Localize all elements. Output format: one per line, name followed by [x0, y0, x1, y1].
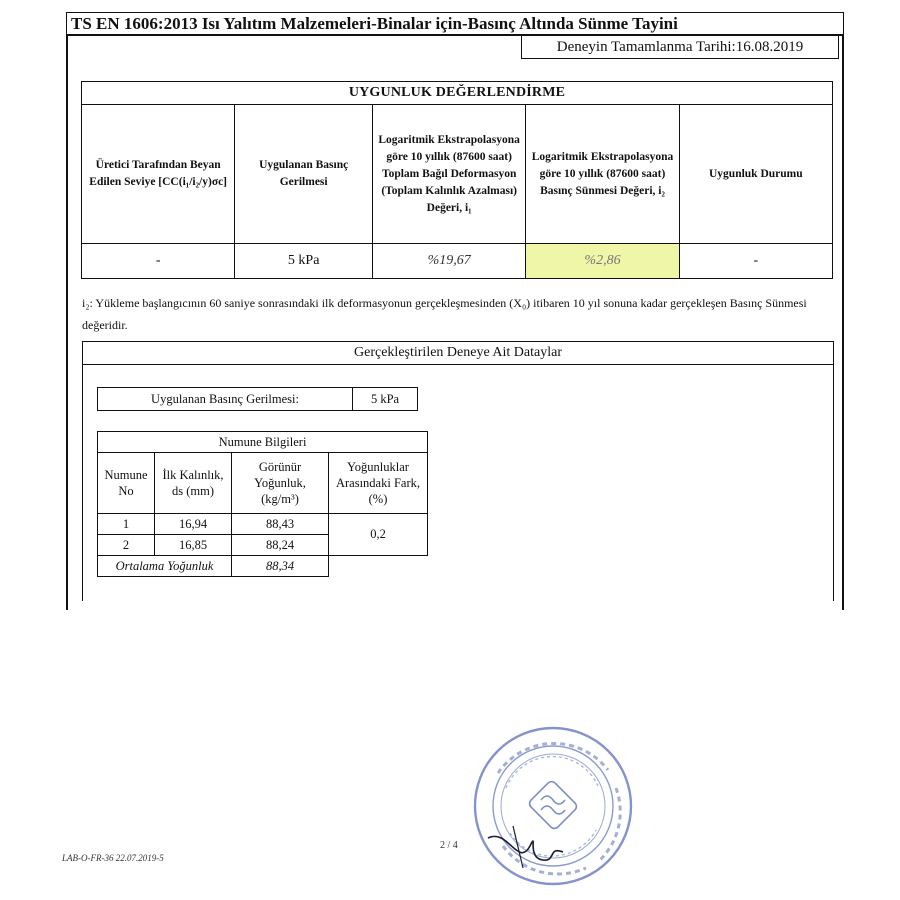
- sample-1-no: 1: [98, 514, 155, 535]
- sample-info-table: [97, 431, 428, 577]
- average-density-label: Ortalama Yoğunluk: [98, 556, 232, 577]
- completion-date: Deneyin Tamamlanma Tarihi:16.08.2019: [521, 36, 839, 59]
- val-total-deformation: %19,67: [373, 244, 526, 279]
- col-sample-no: Numune No: [98, 453, 155, 514]
- frame-left-rule: [66, 36, 68, 610]
- col-apparent-density: Görünür Yoğunluk, (kg/m³): [232, 453, 329, 514]
- average-density-value: 88,34: [232, 556, 329, 577]
- evaluation-table: [81, 81, 833, 279]
- test-data-heading: Gerçekleştirilen Deneye Ait Dataylar: [82, 341, 834, 365]
- col-density-difference: Yoğunluklar Arasındaki Fark, (%): [329, 453, 428, 514]
- evaluation-heading: UYGUNLUK DEĞERLENDİRME: [82, 82, 833, 105]
- document-title: TS EN 1606:2013 Isı Yalıtım Malzemeleri-Binalar için-Basınç Altında Sünme Tayini: [66, 12, 844, 34]
- sample-1-density: 88,43: [232, 514, 329, 535]
- sample-2-thickness: 16,85: [155, 535, 232, 556]
- footnote-i2: i₂: Yükleme başlangıcının 60 saniye sonrasındaki ilk deformasyonun gerçekleşmesinden (X₀) itibaren 10 yıl sonuna kadar gerçekleşen Basınç Sünmesi değeridir.: [82, 296, 807, 332]
- sample-2-no: 2: [98, 535, 155, 556]
- col-initial-thickness: İlk Kalınlık, ds (mm): [155, 453, 232, 514]
- val-declared-level: -: [82, 244, 235, 279]
- sample-heading: Numune Bilgileri: [98, 432, 428, 453]
- col-total-deformation: Logaritmik Ekstrapolasyona göre 10 yıllık (87600 saat) Toplam Bağıl Deformasyon (Toplam Kalınlık Azalması) Değeri, i₁: [373, 105, 526, 244]
- col-conformity: Uygunluk Durumu: [679, 105, 832, 244]
- form-code: LAB-O-FR-36 22.07.2019-5: [62, 853, 164, 863]
- sample-2-density: 88,24: [232, 535, 329, 556]
- stress-value: 5 kPa: [353, 388, 418, 411]
- density-difference-value: 0,2: [329, 514, 428, 556]
- applied-stress-table: [97, 387, 418, 411]
- frame-right-rule: [842, 36, 844, 610]
- val-applied-stress: 5 kPa: [235, 244, 373, 279]
- col-applied-stress: Uygulanan Basınç Gerilmesi: [235, 105, 373, 244]
- page-number: 2 / 4: [440, 840, 458, 851]
- val-conformity: -: [679, 244, 832, 279]
- official-seal-stamp: [468, 718, 638, 893]
- sample-1-thickness: 16,94: [155, 514, 232, 535]
- col-compressive-creep: Logaritmik Ekstrapolasyona göre 10 yıllık (87600 saat) Basınç Sünmesi Değeri, i₂: [526, 105, 679, 244]
- stress-label: Uygulanan Basınç Gerilmesi:: [98, 388, 353, 411]
- val-compressive-creep: %2,86: [526, 244, 679, 279]
- col-declared-level: Üretici Tarafından Beyan Edilen Seviye [CC(i₁/i₂/y)σc]: [82, 105, 235, 244]
